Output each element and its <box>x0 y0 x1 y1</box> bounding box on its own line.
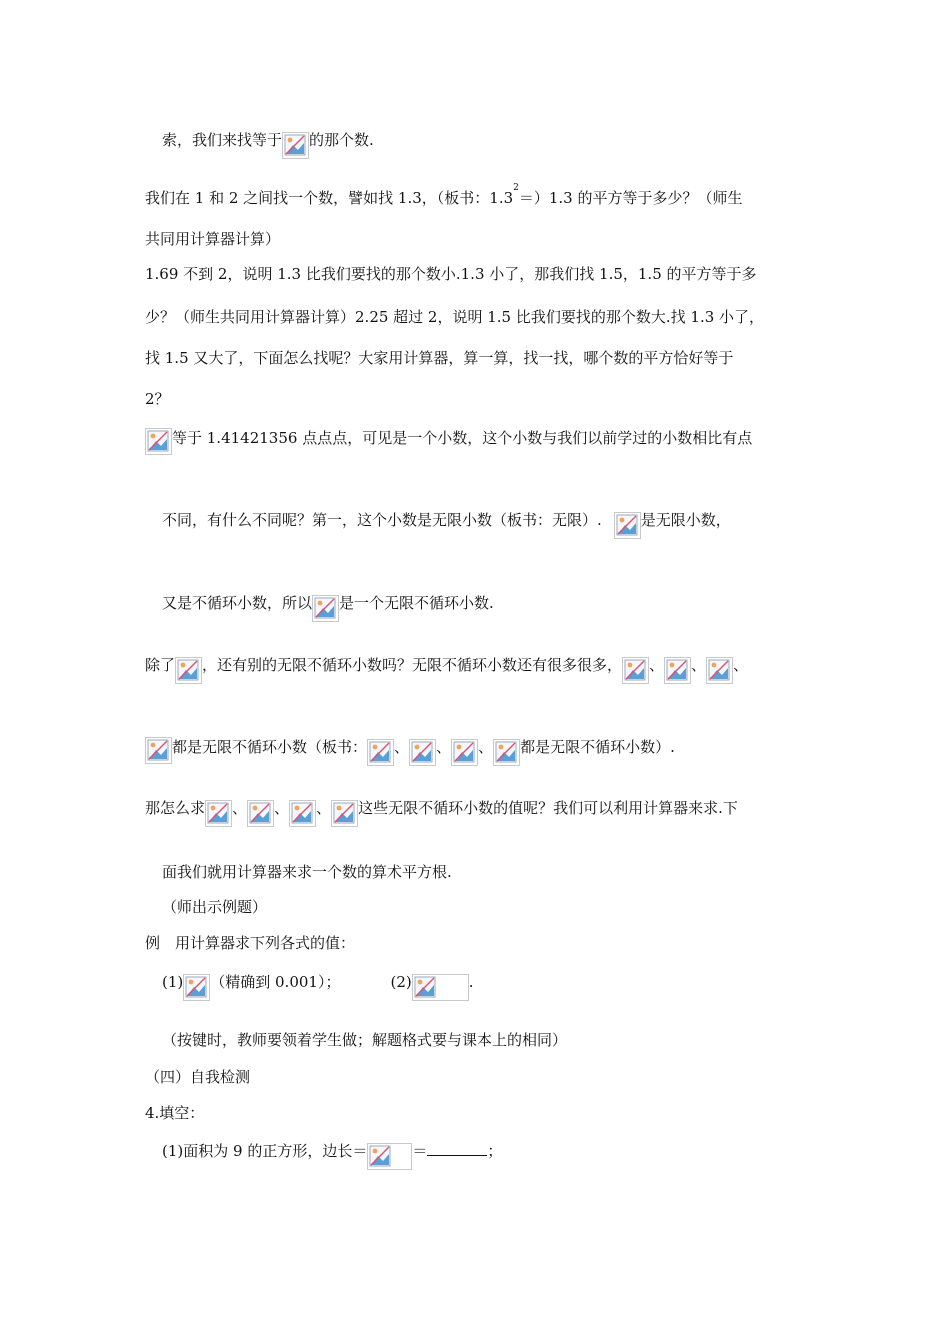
text-line-17 <box>162 972 474 1001</box>
text-line-4 <box>145 264 757 284</box>
text: 少？（师生共同用计算器计算）2.25 超过 2，说明 1.5 比我们要找的那个数大.找 1.3 小了， <box>145 308 765 326</box>
text-line-10 <box>162 593 494 622</box>
text: ＝）1.3 的平方等于多少？（师生 <box>518 189 743 207</box>
broken-image-icon <box>289 800 316 827</box>
text-line-9 <box>162 510 731 539</box>
text-line-7 <box>145 389 170 409</box>
answer-blank <box>427 1141 487 1156</box>
text: 这些无限不循环小数的值呢？我们可以利用计算器来求.下 <box>358 799 738 817</box>
text: （精确到 0.001）； <box>210 973 341 991</box>
broken-image-icon <box>367 1143 412 1170</box>
broken-image-icon <box>183 974 210 1001</box>
text-line-6 <box>145 348 733 368</box>
broken-image-icon <box>409 739 436 766</box>
separator: 、 <box>232 799 248 817</box>
text: 找 1.5 又大了，下面怎么找呢？大家用计算器，算一算，找一找，哪个数的平方恰好等于 <box>145 349 734 367</box>
text: 索，我们来找等于 <box>162 131 283 149</box>
text-line-12 <box>145 737 675 766</box>
text: （师出示例题） <box>162 898 268 916</box>
broken-image-icon <box>247 800 274 827</box>
text: 等于 1.41421356 点点点，可见是一个小数，这个小数与我们以前学过的小数相比有点 <box>172 429 753 447</box>
text: （四）自我检测 <box>145 1068 251 1086</box>
broken-image-icon <box>664 657 691 684</box>
text: 面我们就用计算器来求一个数的算术平方根. <box>162 863 452 881</box>
separator: 、 <box>436 738 452 756</box>
text-line-13 <box>145 798 738 827</box>
text-line-14 <box>162 862 452 882</box>
text-line-1 <box>162 130 374 159</box>
text: 例 用计算器求下列各式的值： <box>145 934 356 952</box>
broken-image-icon <box>412 974 469 1001</box>
text: ，还有别的无限不循环小数吗？无限不循环小数还有很多很多， <box>202 656 623 674</box>
text-line-19 <box>145 1067 250 1087</box>
text-line-5 <box>145 307 764 327</box>
broken-image-icon <box>312 595 339 622</box>
broken-image-icon <box>205 800 232 827</box>
text-line-3 <box>145 229 280 249</box>
text: 共同用计算器计算） <box>145 230 281 248</box>
broken-image-icon <box>145 428 172 455</box>
broken-image-icon <box>367 739 394 766</box>
broken-image-icon <box>282 132 309 159</box>
text: 那怎么求 <box>145 799 206 817</box>
broken-image-icon <box>451 739 478 766</box>
text: 都是无限不循环小数（板书： <box>172 738 368 756</box>
text: 2？ <box>145 390 170 408</box>
text: 是无限小数， <box>640 511 731 529</box>
broken-image-icon <box>175 657 202 684</box>
broken-image-icon <box>622 657 649 684</box>
separator: 、 <box>394 738 410 756</box>
text-line-21 <box>162 1141 502 1170</box>
broken-image-icon <box>493 739 520 766</box>
text: 不同，有什么不同呢？第一，这个小数是无限小数（板书：无限）. <box>162 511 602 529</box>
separator: 、 <box>649 656 665 674</box>
text-line-18 <box>162 1030 567 1050</box>
separator: 、 <box>274 799 290 817</box>
text: . <box>468 973 474 991</box>
separator: 、 <box>478 738 494 756</box>
text: 4.填空： <box>145 1104 205 1122</box>
text-line-15 <box>162 897 267 917</box>
text: 都是无限不循环小数）. <box>520 738 675 756</box>
separator: 、 <box>691 656 707 674</box>
text: ＝ <box>412 1142 428 1160</box>
text: 除了 <box>145 656 176 674</box>
text: (2) <box>390 973 412 991</box>
text: 我们在 1 和 2 之间找一个数，譬如找 1.3，（板书：1.3 <box>145 189 514 207</box>
text: (1)面积为 9 的正方形，边长＝ <box>162 1142 368 1160</box>
text: 又是不循环小数，所以 <box>162 594 313 612</box>
text-line-2: 我们在 1 和 2 之间找一个数，譬如找 1.3，（板书：1.3 2 ＝）1.3 的平方等于多少？（师生 <box>145 183 743 207</box>
text: (1) <box>162 973 184 991</box>
broken-image-icon <box>145 737 172 764</box>
text-line-20 <box>145 1103 204 1123</box>
text: 1.69 不到 2，说明 1.3 比我们要找的那个数小.1.3 小了，那我们找 1.5，1.5 的平方等于多 <box>145 265 757 283</box>
separator: 、 <box>316 799 332 817</box>
text: （按键时，教师要领着学生做；解题格式要与课本上的相同） <box>162 1031 568 1049</box>
broken-image-icon <box>706 657 733 684</box>
separator: 、 <box>733 656 749 674</box>
text: 是一个无限不循环小数. <box>339 594 494 612</box>
broken-image-icon <box>331 800 358 827</box>
broken-image-icon <box>614 512 641 539</box>
text-line-11 <box>145 655 748 684</box>
text-line-8 <box>145 428 752 455</box>
text: 的那个数. <box>309 131 374 149</box>
text: ； <box>487 1142 503 1160</box>
text-line-16 <box>145 933 355 953</box>
